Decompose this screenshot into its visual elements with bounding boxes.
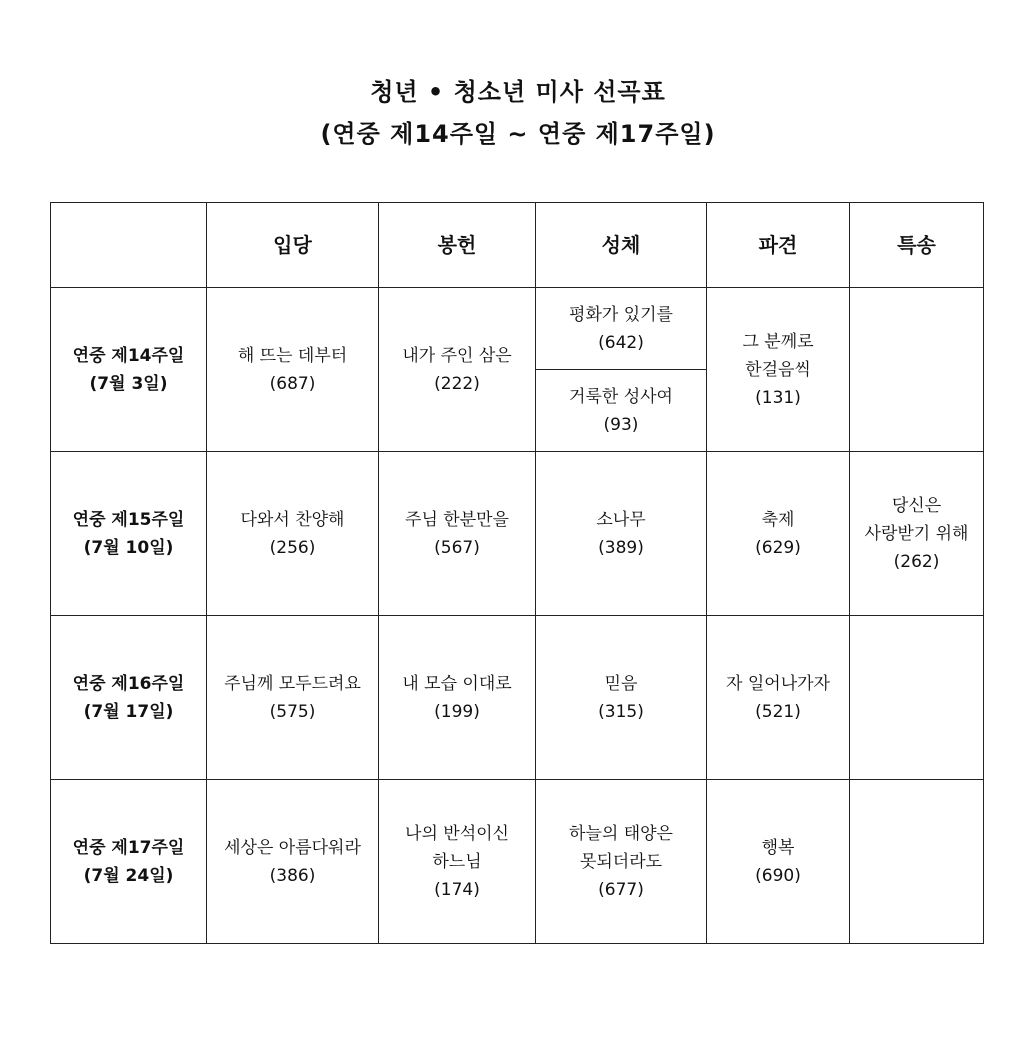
song-number: (629)	[755, 537, 801, 558]
communion-song	[536, 780, 707, 944]
table-row	[51, 780, 984, 944]
song-number: (575)	[269, 701, 316, 722]
header-entrance: 입당	[207, 203, 379, 288]
song-title: 그 분께로	[742, 331, 814, 352]
song-title: 사랑받기 위해	[864, 523, 969, 544]
header-offertory: 봉헌	[379, 203, 536, 288]
song-title: 믿음	[604, 673, 638, 694]
entrance-song	[207, 288, 379, 452]
song-title: 소나무	[596, 509, 646, 530]
song-number: (222)	[434, 373, 480, 394]
song-number: (677)	[598, 879, 644, 900]
song-number: (386)	[269, 865, 316, 886]
page-title: 청년 • 청소년 미사 선곡표	[370, 78, 666, 106]
song-title: 주님 한분만을	[405, 509, 509, 530]
week-name: 연중 제17주일	[72, 837, 185, 858]
table-row	[51, 452, 984, 616]
song-title: 못되더라도	[579, 851, 663, 872]
header-dismissal: 파견	[707, 203, 850, 288]
song-number: (131)	[755, 387, 801, 408]
offertory-song	[379, 288, 536, 452]
song-number: (256)	[269, 537, 316, 558]
week-name: 연중 제14주일	[72, 345, 185, 366]
week-label	[51, 616, 207, 780]
song-number: (199)	[434, 701, 480, 722]
song-title: 당신은	[891, 495, 942, 516]
week-name: 연중 제15주일	[72, 509, 185, 530]
song-title: 행복	[761, 837, 795, 858]
header-row	[51, 203, 984, 288]
song-title: 축제	[761, 509, 795, 530]
week-date: (7월 3일)	[89, 373, 168, 394]
song-number: (174)	[434, 879, 480, 900]
offertory-song	[379, 452, 536, 616]
entrance-song	[207, 452, 379, 616]
song-title: 거룩한 성사여	[569, 386, 673, 407]
week-label	[51, 452, 207, 616]
week-date: (7월 24일)	[83, 865, 174, 886]
entrance-song	[207, 616, 379, 780]
special-song	[850, 616, 984, 780]
song-number: (521)	[755, 701, 801, 722]
dismissal-song	[707, 780, 850, 944]
song-title: 주님께 모두드려요	[224, 673, 361, 694]
song-title: 내 모습 이대로	[402, 673, 512, 694]
song-number: (315)	[598, 701, 644, 722]
entrance-song	[207, 780, 379, 944]
song-number: (262)	[893, 551, 940, 572]
song-number: (567)	[434, 537, 480, 558]
song-title: 세상은 아름다워라	[224, 837, 361, 858]
communion-song	[536, 616, 707, 780]
special-song	[850, 780, 984, 944]
song-title: 나의 반석이신	[405, 823, 509, 844]
offertory-song	[379, 616, 536, 780]
week-date: (7월 10일)	[83, 537, 174, 558]
song-title: 해 뜨는 데부터	[237, 345, 348, 366]
dismissal-song	[707, 288, 850, 452]
special-song	[850, 452, 984, 616]
week-date: (7월 17일)	[83, 701, 174, 722]
dismissal-song	[707, 616, 850, 780]
song-number: (690)	[755, 865, 801, 886]
song-title: 내가 주인 삼은	[402, 345, 512, 366]
song-title: 다와서 찬양해	[240, 509, 345, 530]
song-title: 자 일어나가자	[726, 673, 830, 694]
week-label	[51, 288, 207, 452]
song-title: 하늘의 태양은	[569, 823, 673, 844]
header-special: 특송	[850, 203, 984, 288]
table-row	[51, 616, 984, 780]
header-communion: 성체	[536, 203, 707, 288]
song-title: 평화가 있기를	[569, 304, 673, 325]
song-number: (687)	[269, 373, 316, 394]
song-number: (642)	[598, 332, 644, 353]
song-title: 하느님	[432, 851, 482, 872]
song-number: (93)	[603, 414, 639, 435]
page-subtitle: (연중 제14주일 ~ 연중 제17주일)	[320, 120, 716, 148]
communion-song-2	[536, 370, 707, 452]
week-name: 연중 제16주일	[72, 673, 185, 694]
header-blank	[51, 203, 207, 288]
communion-song	[536, 452, 707, 616]
special-song	[850, 288, 984, 452]
song-number: (389)	[598, 537, 644, 558]
song-title: 한걸음씩	[745, 359, 811, 380]
communion-song-1	[536, 288, 707, 370]
song-schedule-table	[50, 202, 984, 944]
dismissal-song	[707, 452, 850, 616]
offertory-song	[379, 780, 536, 944]
week-label	[51, 780, 207, 944]
table-row	[51, 288, 984, 370]
